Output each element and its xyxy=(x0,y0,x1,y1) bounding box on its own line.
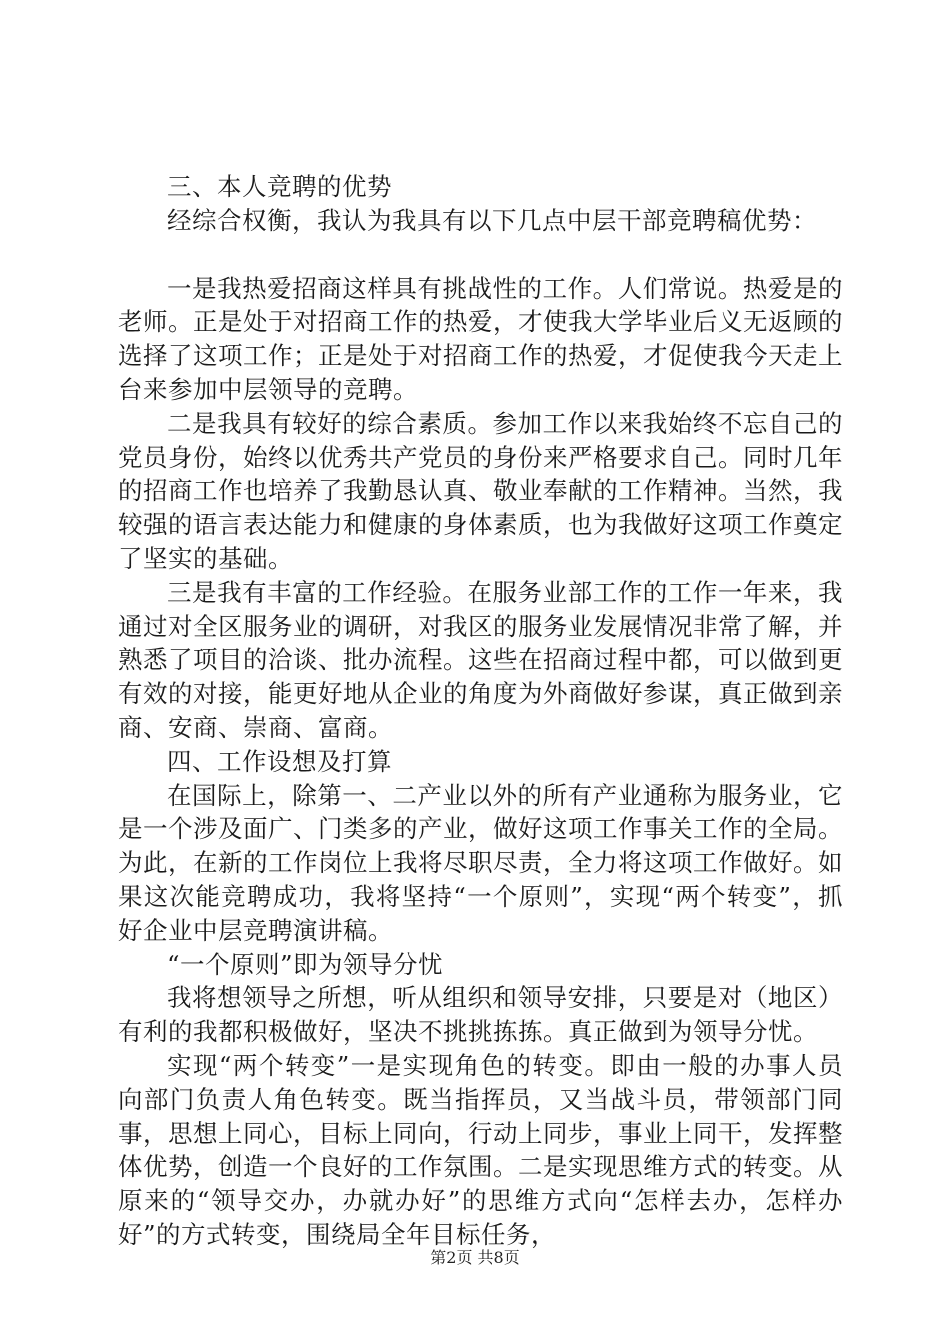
paragraph-intro: 经综合权衡，我认为我具有以下几点中层干部竞聘稿优势： xyxy=(167,205,817,235)
section-heading-plans: 四、工作设想及打算 xyxy=(167,746,392,776)
subheading-one-principle: “一个原则”即为领导分忧 xyxy=(167,949,444,979)
document-body xyxy=(118,170,843,1252)
paragraph-plans-intro: 在国际上，除第一、二产业以外的所有产业通称为服务业，它是一个涉及面广、门类多的产业，做好这项工作事关工作的全局。为此，在新的工作岗位上我将尽职尽责，全力将这项工作做好。如果这次能竞聘成功，我将坚持“一个原则”，实现“两个转变”，抓好企业中层竞聘演讲稿。 xyxy=(118,780,843,945)
page-footer: 第2页 共8页 xyxy=(430,1248,520,1267)
paragraph-point-three: 三是我有丰富的工作经验。在服务业部工作的工作一年来，我通过对全区服务业的调研，对我区的服务业发展情况非常了解，并熟悉了项目的洽谈、批办流程。这些在招商过程中都，可以做到更有效的对接，能更好地从企业的角度为外商做好参谋，真正做到亲商、安商、崇商、富商。 xyxy=(118,577,843,742)
section-heading-advantages: 三、本人竞聘的优势 xyxy=(167,172,392,201)
paragraph-point-two: 二是我具有较好的综合素质。参加工作以来我始终不忘自己的党员身份，始终以优秀共产党员的身份来严格要求自己。同时几年的招商工作也培养了我勤恳认真、敬业奉献的工作精神。当然，我较强的语言表达能力和健康的身体素质，也为我做好这项工作奠定了坚实的基础。 xyxy=(118,408,843,573)
paragraph-two-changes: 实现“两个转变”一是实现角色的转变。即由一般的办事人员向部门负责人角色转变。既当指挥员，又当战斗员，带领部门同事，思想上同心，目标上同向，行动上同步，事业上同干，发挥整体优势，创造一个良好的工作氛围。二是实现思维方式的转变。从原来的“领导交办，办就办好”的思维方式向“怎样去办，怎样办好”的方式转变，围绕局全年目标任务， xyxy=(118,1050,843,1249)
paragraph-point-one: 一是我热爱招商这样具有挑战性的工作。人们常说。热爱是的老师。正是处于对招商工作的热爱，才使我大学毕业后义无返顾的选择了这项工作；正是处于对招商工作的热爱，才促使我今天走上台来参加中层领导的竞聘。 xyxy=(118,273,843,404)
paragraph-principle: 我将想领导之所想，听从组织和领导安排，只要是对（地区）有利的我都积极做好，坚决不挑挑拣拣。真正做到为领导分忧。 xyxy=(118,983,843,1047)
